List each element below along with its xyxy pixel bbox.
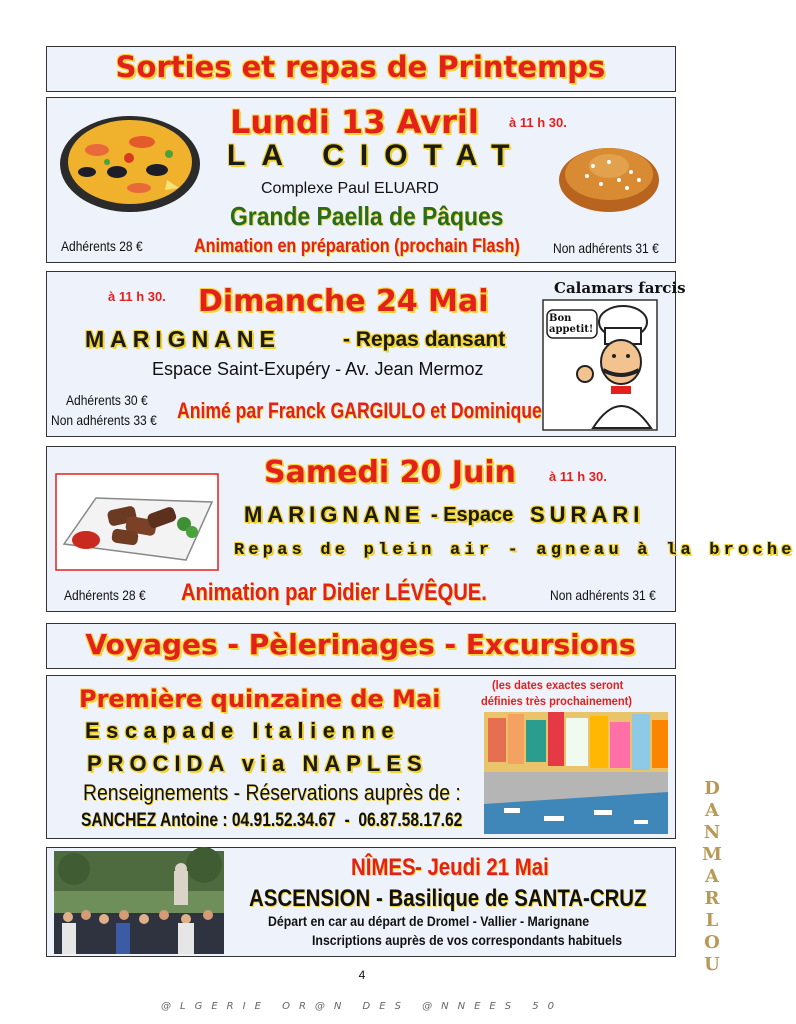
- event-meal: Grande Paella de Pâques: [230, 201, 504, 231]
- trip-title: Escapade Italienne: [85, 718, 401, 743]
- event-venue: Complexe Paul ELUARD: [261, 180, 439, 197]
- trip-venue: - Basilique de SANTA-CRUZ: [376, 885, 647, 912]
- event-venue: Espace Saint-Exupéry - Av. Jean Mermoz: [152, 359, 484, 379]
- lamb-plate-image: [56, 474, 218, 570]
- price-non-members: Non adhérents 33 €: [51, 412, 157, 428]
- event-meal: Repas de plein air - agneau à la broche: [234, 541, 796, 560]
- trip-box-procida: [46, 675, 676, 839]
- event-box-samedi: [46, 446, 796, 612]
- price-members: Adhérents 28 €: [64, 587, 146, 603]
- trip-box-nimes: [46, 847, 676, 957]
- trip-period: Première quinzaine de Mai: [79, 685, 441, 713]
- event-date: Lundi 13 Avril: [230, 103, 479, 141]
- price-non-members: Non adhérents 31 €: [553, 240, 659, 256]
- trip-departure: Départ en car au départ de Dromel - Vallier - Marignane: [268, 913, 590, 929]
- trip-event: ASCENSION: [249, 885, 371, 912]
- side-watermark: [700, 778, 724, 976]
- section-title: Voyages - Pèlerinages - Excursions: [85, 628, 636, 661]
- section-title: Sorties et repas de Printemps: [115, 50, 606, 84]
- trip-note-line1: (les dates exactes seront: [492, 678, 624, 692]
- event-time: à 11 h 30.: [108, 289, 166, 304]
- event-venue: SURARI: [530, 502, 645, 527]
- trip-date: - Jeudi 21 Mai: [415, 854, 549, 881]
- footer-text: @LGERIE OR@N DES @NNEES 50: [161, 1001, 563, 1012]
- event-title: - Repas dansant: [343, 328, 506, 351]
- price-members: Adhérents 28 €: [61, 238, 143, 254]
- header-voyages: [46, 623, 676, 669]
- event-city: MARIGNANE: [85, 326, 281, 352]
- venue-prefix: - Espace: [431, 504, 514, 526]
- event-time: à 11 h 30.: [549, 469, 607, 484]
- trip-note-line2: définies très prochainement): [481, 694, 632, 708]
- page-number: 4: [358, 968, 366, 982]
- event-city: MARIGNANE: [244, 502, 425, 527]
- event-box-la-ciotat: [46, 97, 676, 263]
- speech-bubble: Bon appetit!: [549, 313, 594, 335]
- event-animation: Animation par Didier LÉVÊQUE.: [181, 579, 487, 606]
- procida-harbour-image: [484, 712, 668, 834]
- trip-registration: Inscriptions auprès de vos correspondants habituels: [312, 932, 623, 948]
- event-date: Samedi 20 Juin: [264, 455, 517, 490]
- event-date: Dimanche 24 Mai: [198, 284, 489, 319]
- event-city: LA CIOTAT: [227, 139, 526, 172]
- trip-destination: PROCIDA via NAPLES: [87, 751, 428, 776]
- event-animation: Animation en préparation (prochain Flash): [194, 236, 520, 257]
- header-sorties: [46, 46, 676, 92]
- trip-contact: SANCHEZ Antoine : 04.91.52.34.67 - 06.87.58.17.62: [81, 810, 463, 831]
- trip-place: NÎMES: [351, 854, 416, 881]
- event-box-dimanche: [46, 271, 686, 437]
- brioche-image: [557, 136, 661, 214]
- trip-info: Renseignements - Réservations auprès de :: [83, 780, 461, 805]
- side-watermark-text: DANMARLOU: [702, 778, 722, 975]
- price-non-members: Non adhérents 31 €: [550, 587, 656, 603]
- event-animation: Animé par Franck GARGIULO et Dominique: [177, 398, 542, 423]
- paella-image: [57, 110, 203, 214]
- menu-item: Calamars farcis: [554, 279, 686, 297]
- price-members: Adhérents 30 €: [66, 392, 148, 408]
- procession-image: [54, 851, 224, 954]
- event-time: à 11 h 30.: [509, 115, 567, 130]
